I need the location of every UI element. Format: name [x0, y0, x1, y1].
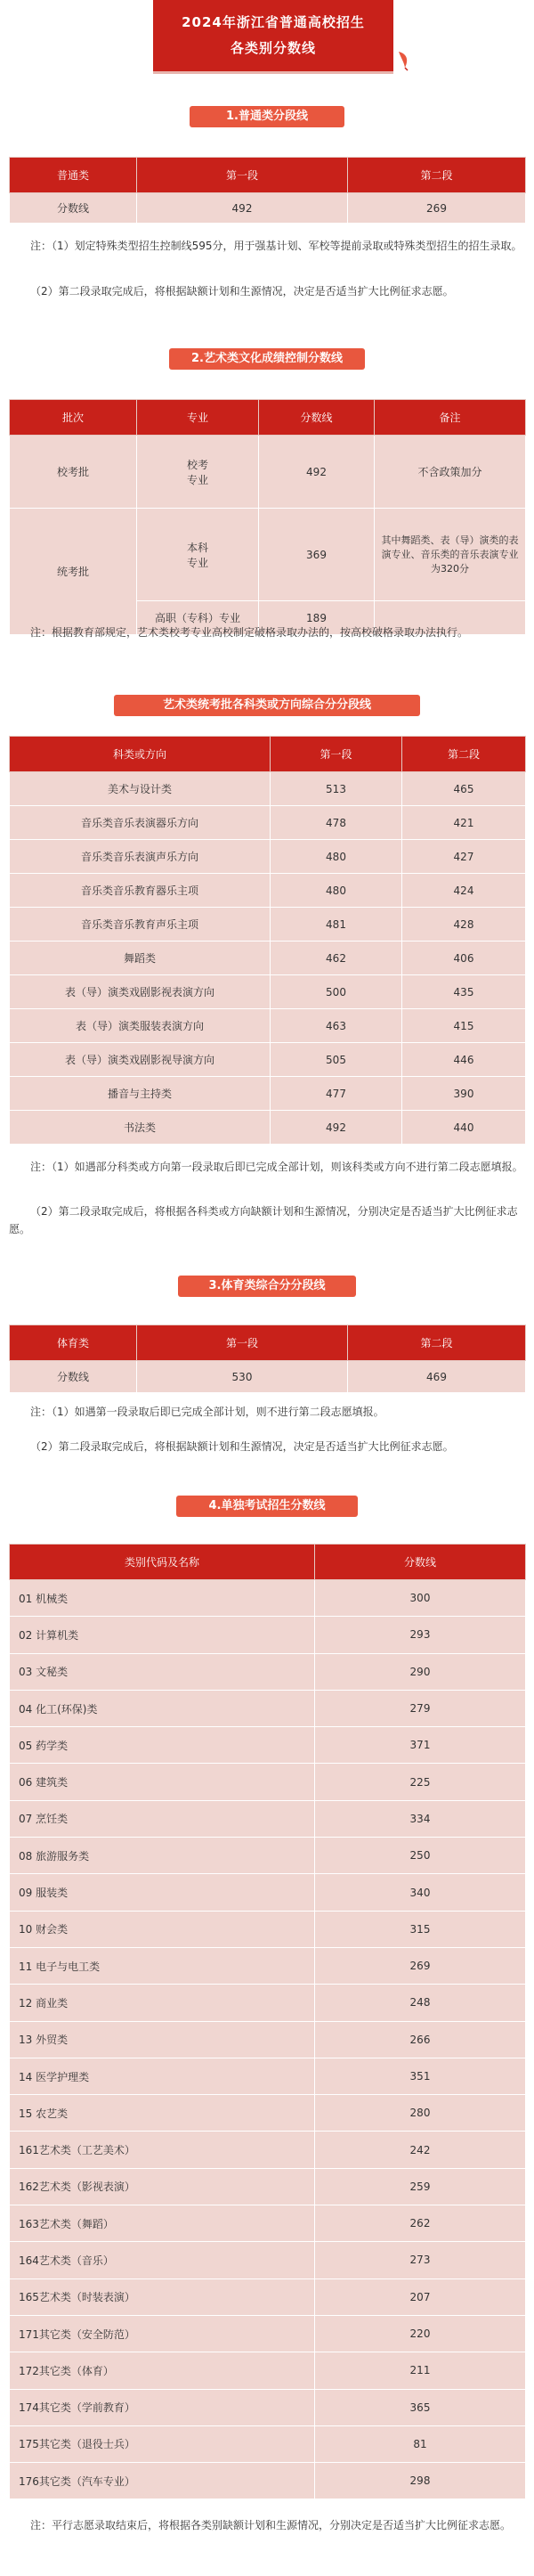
- art-exam-table-body: [10, 772, 526, 1145]
- table-cell: 舞蹈类: [10, 942, 271, 975]
- table-cell: 220: [315, 2315, 526, 2352]
- table-row: [10, 1009, 526, 1043]
- table-cell: 465: [402, 772, 526, 806]
- table-cell: 表（导）演类戏剧影视导演方向: [10, 1043, 271, 1077]
- column-header: 专业: [137, 400, 259, 436]
- table-cell: 高职（专科）专业: [137, 601, 259, 635]
- table-cell: 293: [315, 1617, 526, 1653]
- section-label-sports: 3.体育类综合分分段线: [178, 1276, 356, 1297]
- table-row: [10, 2132, 526, 2168]
- table-cell: 480: [271, 874, 402, 908]
- note-paragraph: （2）第二段录取完成后，将根据缺额计划和生源情况，决定是否适当扩大比例征求志愿。: [30, 285, 454, 298]
- table-cell: 04 化工(环保)类: [10, 1690, 315, 1726]
- table-row: [10, 1077, 526, 1111]
- table-row: [10, 436, 526, 509]
- table-cell: 本科 专业: [137, 509, 259, 601]
- column-header: 类别代码及名称: [10, 1545, 315, 1580]
- table-header-row: [10, 1325, 526, 1361]
- table-cell: 428: [402, 908, 526, 942]
- table-cell: 12 商业类: [10, 1985, 315, 2021]
- table-cell: 371: [315, 1727, 526, 1764]
- table-cell: 390: [402, 1077, 526, 1111]
- table-cell: 表（导）演类戏剧影视表演方向: [10, 975, 271, 1009]
- table-cell: 162艺术类（影视表演）: [10, 2168, 315, 2205]
- table-row: [10, 2352, 526, 2389]
- table-cell: 406: [402, 942, 526, 975]
- column-header: 第一段: [271, 737, 402, 772]
- table-row: [10, 193, 526, 224]
- table-cell: 259: [315, 2168, 526, 2205]
- table-cell: 175其它类（退役士兵）: [10, 2425, 315, 2462]
- table-row: [10, 908, 526, 942]
- table-row: [10, 1653, 526, 1690]
- column-header: 备注: [375, 400, 526, 436]
- independent-exam-score-table: [9, 1544, 526, 2499]
- table-cell: 164艺术类（音乐）: [10, 2242, 315, 2278]
- note-paragraph: （2）第二段录取完成后，将根据各科类或方向缺额计划和生源情况，分别决定是否适当扩大比例征求志愿。: [9, 1205, 518, 1235]
- table-row: [10, 772, 526, 806]
- table-cell: 435: [402, 975, 526, 1009]
- column-header: 第二段: [348, 158, 526, 193]
- table-cell: 365: [315, 2389, 526, 2425]
- note-paragraph: 注：（1）如遇部分科类或方向第一段录取后即已完成全部计划，则该科类或方向不进行第二段志愿填报。: [30, 1161, 523, 1173]
- table-row: [10, 2021, 526, 2058]
- section-label-art-exam: 艺术类统考批各科类或方向综合分分段线: [114, 695, 420, 716]
- note-paragraph: （2）第二段录取完成后，将根据缺额计划和生源情况，决定是否适当扩大比例征求志愿。: [30, 1440, 454, 1453]
- table-cell: 书法类: [10, 1111, 271, 1145]
- column-header: 普通类: [10, 158, 137, 193]
- table-cell: 334: [315, 1800, 526, 1837]
- table-row: [10, 2095, 526, 2132]
- table-cell: 14 医学护理类: [10, 2058, 315, 2094]
- table-cell: 165艺术类（时装表演）: [10, 2278, 315, 2315]
- table-row: [10, 2058, 526, 2094]
- table-row: [10, 942, 526, 975]
- note-paragraph: 注：（1）划定特殊类型招生控制线595分，用于强基计划、军校等提前录取或特殊类型招生的招生录取。: [30, 240, 522, 252]
- table-cell: 81: [315, 2425, 526, 2462]
- table-cell: 表（导）演类服装表演方向: [10, 1009, 271, 1043]
- table-row: [10, 874, 526, 908]
- column-header: 第一段: [137, 158, 348, 193]
- table-cell: 279: [315, 1690, 526, 1726]
- table-cell: 音乐类音乐表演声乐方向: [10, 840, 271, 874]
- table-cell: 415: [402, 1009, 526, 1043]
- table-cell: 298: [315, 2463, 526, 2499]
- table-cell: 280: [315, 2095, 526, 2132]
- table-cell: 340: [315, 1874, 526, 1911]
- table-cell: 269: [348, 193, 526, 224]
- table-cell: 250: [315, 1838, 526, 1874]
- table-row: [10, 2205, 526, 2242]
- table-cell: 211: [315, 2352, 526, 2389]
- table-cell: 492: [137, 193, 348, 224]
- table-cell: 492: [259, 436, 375, 509]
- note-paragraph: 注：（1）如遇第一段录取后即已完成全部计划，则不进行第二段志愿填报。: [30, 1406, 384, 1418]
- table-cell: 其中舞蹈类、表（导）演类的表演专业、音乐类的音乐表演专业为320分: [375, 509, 526, 601]
- table-row: [10, 1838, 526, 1874]
- table-cell: 163艺术类（舞蹈）: [10, 2205, 315, 2242]
- table-row: [10, 2278, 526, 2315]
- table-cell: 不含政策加分: [375, 436, 526, 509]
- table-header-row: [10, 158, 526, 193]
- table-row: [10, 1043, 526, 1077]
- table-row: [10, 2425, 526, 2462]
- section-label-independent-exam: 4.单独考试招生分数线: [176, 1496, 358, 1517]
- column-header: 第一段: [137, 1325, 348, 1361]
- table-cell: 音乐类音乐教育器乐主项: [10, 874, 271, 908]
- table-row: [10, 2463, 526, 2499]
- table-cell: 273: [315, 2242, 526, 2278]
- table-row: [10, 1727, 526, 1764]
- table-cell: 500: [271, 975, 402, 1009]
- table-cell: 505: [271, 1043, 402, 1077]
- table-row: [10, 1580, 526, 1617]
- table-cell: 477: [271, 1077, 402, 1111]
- table-cell: 11 电子与电工类: [10, 1947, 315, 1984]
- art-culture-score-table: [9, 399, 526, 635]
- table-cell: 播音与主持类: [10, 1077, 271, 1111]
- note-paragraph: 注：平行志愿录取结束后，将根据各类别缺额计划和生源情况，分别决定是否适当扩大比例征求志愿。: [30, 2519, 512, 2531]
- table-cell: 513: [271, 772, 402, 806]
- table-row: [10, 2242, 526, 2278]
- table-cell: 481: [271, 908, 402, 942]
- table-row: [10, 509, 526, 601]
- table-cell: 校考批: [10, 436, 137, 509]
- independent-exam-table-body: [10, 1580, 526, 2499]
- table-cell: 315: [315, 1911, 526, 1947]
- table-cell: 01 机械类: [10, 1580, 315, 1617]
- table-row: [10, 806, 526, 840]
- table-cell: 446: [402, 1043, 526, 1077]
- page-title-line2: 各类别分数线: [230, 40, 316, 56]
- table-row: [10, 840, 526, 874]
- table-cell: 462: [271, 942, 402, 975]
- column-header: 科类或方向: [10, 737, 271, 772]
- table-cell: 290: [315, 1653, 526, 1690]
- table-cell: 463: [271, 1009, 402, 1043]
- table-cell: 421: [402, 806, 526, 840]
- table-cell: 351: [315, 2058, 526, 2094]
- page-title-line1: 2024年浙江省普通高校招生: [182, 14, 365, 30]
- table-row: [10, 1985, 526, 2021]
- column-header: 分数线: [315, 1545, 526, 1580]
- table-cell: 02 计算机类: [10, 1617, 315, 1653]
- table-cell: 音乐类音乐教育声乐主项: [10, 908, 271, 942]
- table-cell: 校考 专业: [137, 436, 259, 509]
- table-cell: 07 烹饪类: [10, 1800, 315, 1837]
- table-header-row: [10, 400, 526, 436]
- table-cell: 478: [271, 806, 402, 840]
- table-cell: 248: [315, 1985, 526, 2021]
- table-row: [10, 975, 526, 1009]
- table-row: [10, 2389, 526, 2425]
- table-cell: 音乐类音乐表演器乐方向: [10, 806, 271, 840]
- general-score-table: [9, 157, 526, 224]
- table-cell: 300: [315, 1580, 526, 1617]
- table-cell: 03 文秘类: [10, 1653, 315, 1690]
- section-label-art-culture: 2.艺术类文化成绩控制分数线: [169, 348, 365, 370]
- table-cell: 统考批: [10, 509, 137, 635]
- table-row: [10, 2315, 526, 2352]
- table-row: [10, 1617, 526, 1653]
- table-row: [10, 1874, 526, 1911]
- table-cell: 269: [315, 1947, 526, 1984]
- table-cell: 15 农艺类: [10, 2095, 315, 2132]
- table-cell: 189: [259, 601, 375, 635]
- column-header: 体育类: [10, 1325, 137, 1361]
- table-cell: 13 外贸类: [10, 2021, 315, 2058]
- table-row: [10, 2168, 526, 2205]
- column-header: 批次: [10, 400, 137, 436]
- table-row: [10, 1764, 526, 1800]
- table-cell: 424: [402, 874, 526, 908]
- table-cell: 美术与设计类: [10, 772, 271, 806]
- table-cell: 171其它类（安全防范）: [10, 2315, 315, 2352]
- table-cell: 172其它类（体育）: [10, 2352, 315, 2389]
- table-cell: 08 旅游服务类: [10, 1838, 315, 1874]
- column-header: 分数线: [259, 400, 375, 436]
- table-row: [10, 1361, 526, 1393]
- table-cell: 10 财会类: [10, 1911, 315, 1947]
- table-header-row: [10, 737, 526, 772]
- table-cell: 427: [402, 840, 526, 874]
- title-banner: [153, 0, 393, 71]
- table-cell: 480: [271, 840, 402, 874]
- sports-score-table: [9, 1325, 526, 1393]
- table-row: [10, 1947, 526, 1984]
- table-cell: 分数线: [10, 193, 137, 224]
- table-cell: 242: [315, 2132, 526, 2168]
- table-cell: 161艺术类（工艺美术）: [10, 2132, 315, 2168]
- table-cell: 369: [259, 509, 375, 601]
- table-cell: 09 服装类: [10, 1874, 315, 1911]
- table-cell: 492: [271, 1111, 402, 1145]
- table-row: [10, 1111, 526, 1145]
- table-cell: 440: [402, 1111, 526, 1145]
- table-cell: 207: [315, 2278, 526, 2315]
- column-header: 第二段: [402, 737, 526, 772]
- table-cell: 05 药学类: [10, 1727, 315, 1764]
- table-cell: 分数线: [10, 1361, 137, 1393]
- note-paragraph: 注：根据教育部规定，艺术类校考专业高校制定破格录取办法的，按高校破格录取办法执行。: [30, 626, 469, 639]
- table-cell: 530: [137, 1361, 348, 1393]
- table-cell: 176其它类（汽车专业）: [10, 2463, 315, 2499]
- column-header: 第二段: [348, 1325, 526, 1361]
- section-label-general: 1.普通类分段线: [190, 106, 344, 127]
- art-exam-score-table: [9, 736, 526, 1145]
- table-row: [10, 1690, 526, 1726]
- ribbon-decoration-icon: [397, 50, 413, 71]
- table-cell: 225: [315, 1764, 526, 1800]
- table-row: [10, 1800, 526, 1837]
- table-cell: 174其它类（学前教育）: [10, 2389, 315, 2425]
- table-cell: 469: [348, 1361, 526, 1393]
- table-cell: 06 建筑类: [10, 1764, 315, 1800]
- table-row: [10, 1911, 526, 1947]
- table-header-row: [10, 1545, 526, 1580]
- table-cell: 262: [315, 2205, 526, 2242]
- table-cell: 266: [315, 2021, 526, 2058]
